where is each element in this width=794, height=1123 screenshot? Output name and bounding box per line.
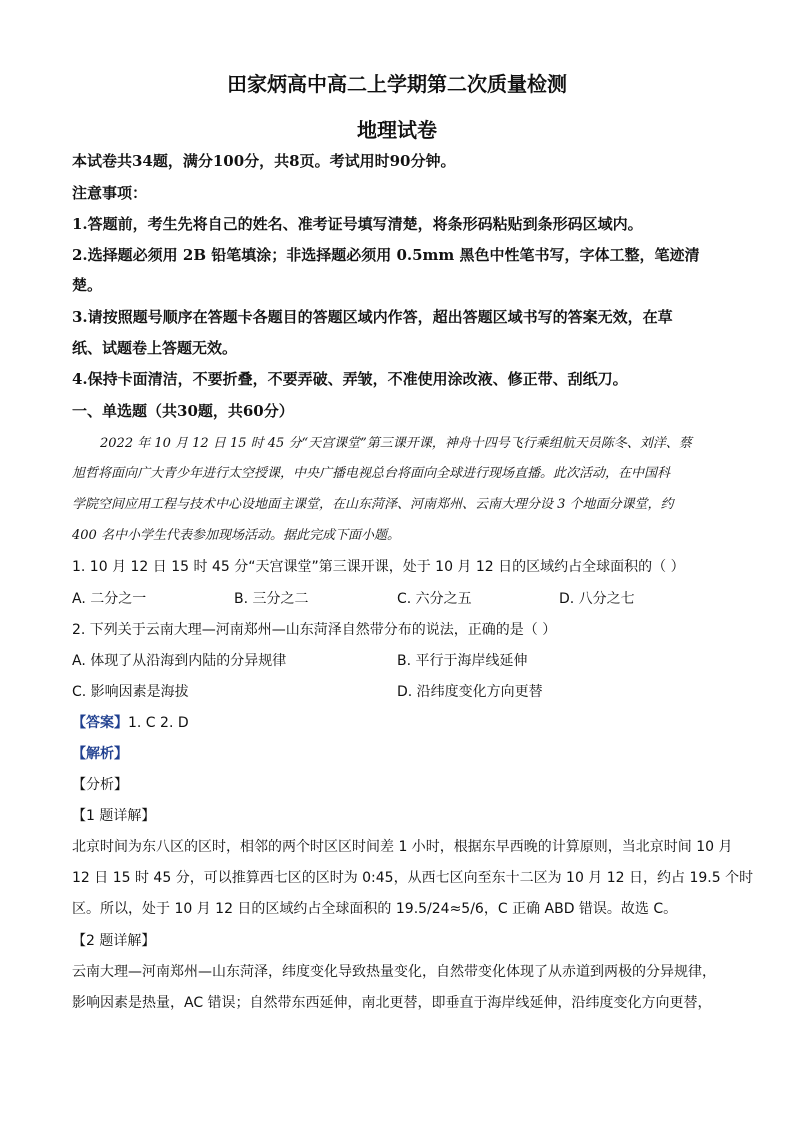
question-2-option-d: D. 沿纬度变化方向更替 [397, 684, 543, 700]
question-1-option-a: A. 二分之一 [72, 591, 147, 607]
answer-text: 1. C 2. D [128, 715, 189, 731]
note-2-line-1: 2.选择题必须用 2B 铅笔填涂；非选择题必须用 0.5mm 黑色中性笔书写，字体工整，笔迹清 [72, 246, 700, 264]
detail-1-heading: 【1 题详解】 [72, 808, 156, 824]
question-1-option-c: C. 六分之五 [397, 591, 472, 607]
page-subtitle: 地理试卷 [357, 118, 437, 142]
detail-1-line-3: 区。所以，处于 10 月 12 日的区域约占全球面积的 19.5/24≈5/6，C 正确 ABD 错误。故选 C。 [72, 901, 678, 917]
note-1: 1.答题前，考生先将自己的姓名、准考证号填写清楚，将条形码粘贴到条形码区域内。 [72, 215, 643, 233]
analysis-tag: 【解析】 [72, 746, 128, 762]
detail-1-line-2: 12 日 15 时 45 分，可以推算西七区的区时为 0:45，从西七区向至东十二区为 10 月 12 日，约占 19.5 个时 [72, 870, 754, 886]
note-3-line-1: 3.请按照题号顺序在答题卡各题目的答题区域内作答，超出答题区域书写的答案无效，在草 [72, 308, 673, 326]
question-1-option-b: B. 三分之二 [234, 591, 309, 607]
note-3-line-2: 纸、试题卷上答题无效。 [72, 339, 238, 357]
passage-line-1: 2022 年 10 月 12 日 15 时 45 分“天宫课堂”第三课开课，神舟十四号飞行乘组航天员陈冬、刘洋、蔡 [100, 436, 692, 451]
detail-2-line-2: 影响因素是热量，AC 错误；自然带东西延伸，南北更替，即垂直于海岸线延伸，沿纬度变化方向更替， [72, 995, 712, 1011]
question-2-option-b: B. 平行于海岸线延伸 [397, 653, 528, 669]
question-1-stem: 1. 10 月 12 日 15 时 45 分“天宫课堂”第三课开课，处于 10 月 12 日的区域约占全球面积的（ ） [72, 559, 685, 575]
fenxi-tag: 【分析】 [72, 777, 128, 793]
section-heading: 一、单选题（共30题，共60分） [72, 402, 294, 420]
detail-2-line-1: 云南大理—河南郑州—山东菏泽，纬度变化导致热量变化，自然带变化体现了从赤道到两极的分异规律， [72, 964, 716, 980]
passage-line-2: 旭哲将面向广大青少年进行太空授课，中央广播电视总台将面向全球进行现场直播。此次活动，在中国科 [72, 466, 671, 481]
detail-2-heading: 【2 题详解】 [72, 933, 156, 949]
passage-line-4: 400 名中小学生代表参加现场活动。据此完成下面小题。 [72, 528, 400, 543]
answer-tag: 【答案】 [72, 715, 128, 731]
note-4: 4.保持卡面清洁，不要折叠，不要弄破、弄皱，不准使用涂改液、修正带、刮纸刀。 [72, 370, 628, 388]
passage-line-3: 学院空间应用工程与技术中心设地面主课堂，在山东菏泽、河南郑州、云南大理分设 3 个地面分课堂，约 [72, 497, 674, 512]
exam-info: 本试卷共34题，满分100分，共8页。考试用时90分钟。 [72, 152, 456, 170]
note-2-line-2: 楚。 [72, 276, 103, 294]
question-1-option-d: D. 八分之七 [559, 591, 635, 607]
question-2-option-a: A. 体现了从沿海到内陆的分异规律 [72, 653, 287, 669]
page-title: 田家炳高中高二上学期第二次质量检测 [227, 72, 567, 96]
detail-1-line-1: 北京时间为东八区的区时，相邻的两个时区区时间差 1 小时，根据东早西晚的计算原则，当北京时间 10 月 [72, 839, 733, 855]
question-2-option-c: C. 影响因素是海拔 [72, 684, 189, 700]
question-2-stem: 2. 下列关于云南大理—河南郑州—山东菏泽自然带分布的说法，正确的是（ ） [72, 622, 557, 638]
notes-heading: 注意事项： [72, 184, 148, 202]
answer-line [72, 712, 189, 732]
